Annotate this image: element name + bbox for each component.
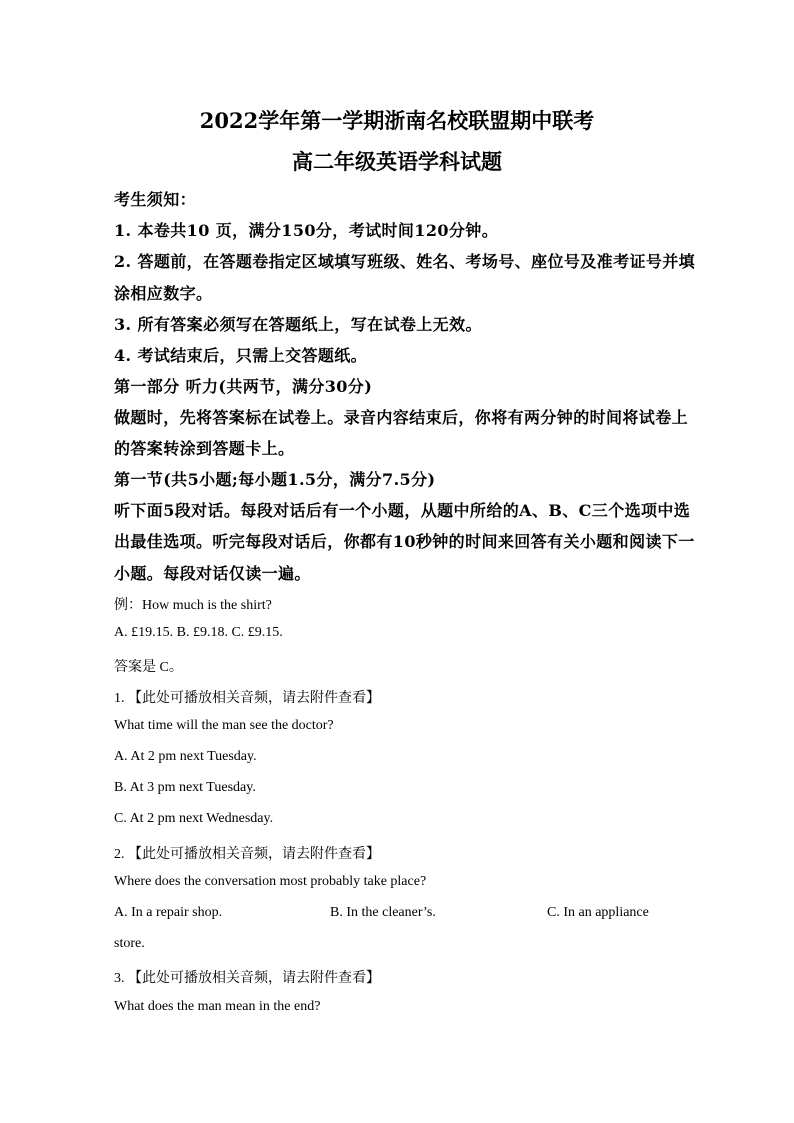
- part1-heading: 第一部分 听力(共两节，满分30分): [114, 377, 373, 396]
- part1-instruction: 的答案转涂到答题卡上。: [114, 439, 295, 458]
- question-2-option-b: B. In the cleaner’s.: [330, 905, 436, 920]
- question-2-option-c: C. In an appliance: [547, 905, 649, 920]
- question-1-option-c: C. At 2 pm next Wednesday.: [114, 811, 274, 826]
- exam-title: 2022学年第一学期浙南名校联盟期中联考: [199, 108, 595, 133]
- question-1-option-b: B. At 3 pm next Tuesday.: [114, 780, 256, 795]
- notice-item: 2. 答题前，在答题卷指定区域填写班级、姓名、考场号、座位号及准考证号并填: [114, 252, 696, 271]
- part1-instruction: 做题时，先将答案标在试卷上。录音内容结束后，你将有两分钟的时间将试卷上: [114, 408, 689, 427]
- example-answer: 答案是 C。: [114, 660, 183, 675]
- example-options: A. £19.15. B. £9.18. C. £9.15.: [114, 625, 283, 640]
- exam-subtitle: 高二年级英语学科试题: [292, 149, 502, 174]
- question-2-option-a: A. In a repair shop.: [114, 905, 223, 920]
- question-3-audio-marker[interactable]: 3. 【此处可播放相关音频，请去附件查看】: [114, 971, 380, 986]
- question-1-text: What time will the man see the doctor?: [114, 718, 334, 733]
- section1-instruction: 出最佳选项。听完每段对话后，你都有10秒钟的时间来回答有关小题和阅读下一: [114, 532, 695, 551]
- notice-item: 4. 考试结束后，只需上交答题纸。: [114, 346, 368, 365]
- example-question: 例：How much is the shirt?: [114, 598, 272, 613]
- question-2-audio-marker[interactable]: 2. 【此处可播放相关音频，请去附件查看】: [114, 847, 380, 862]
- notice-item: 1. 本卷共10 页，满分150分，考试时间120分钟。: [114, 221, 499, 240]
- notice-item-continuation: 涂相应数字。: [114, 284, 213, 303]
- question-3-text: What does the man mean in the end?: [114, 999, 321, 1014]
- question-2-text: Where does the conversation most probably take place?: [114, 874, 427, 889]
- section1-heading: 第一节(共5小题;每小题1.5分，满分7.5分): [114, 470, 436, 489]
- section1-instruction: 小题。每段对话仅读一遍。: [114, 564, 311, 583]
- notice-item: 3. 所有答案必须写在答题纸上，写在试卷上无效。: [114, 315, 482, 334]
- question-2-option-c-continuation: store.: [114, 936, 145, 951]
- section1-instruction: 听下面5段对话。每段对话后有一个小题，从题中所给的A、B、C三个选项中选: [114, 501, 691, 520]
- question-1-option-a: A. At 2 pm next Tuesday.: [114, 749, 257, 764]
- question-1-audio-marker[interactable]: 1. 【此处可播放相关音频，请去附件查看】: [114, 691, 380, 706]
- notice-heading: 考生须知：: [114, 190, 197, 209]
